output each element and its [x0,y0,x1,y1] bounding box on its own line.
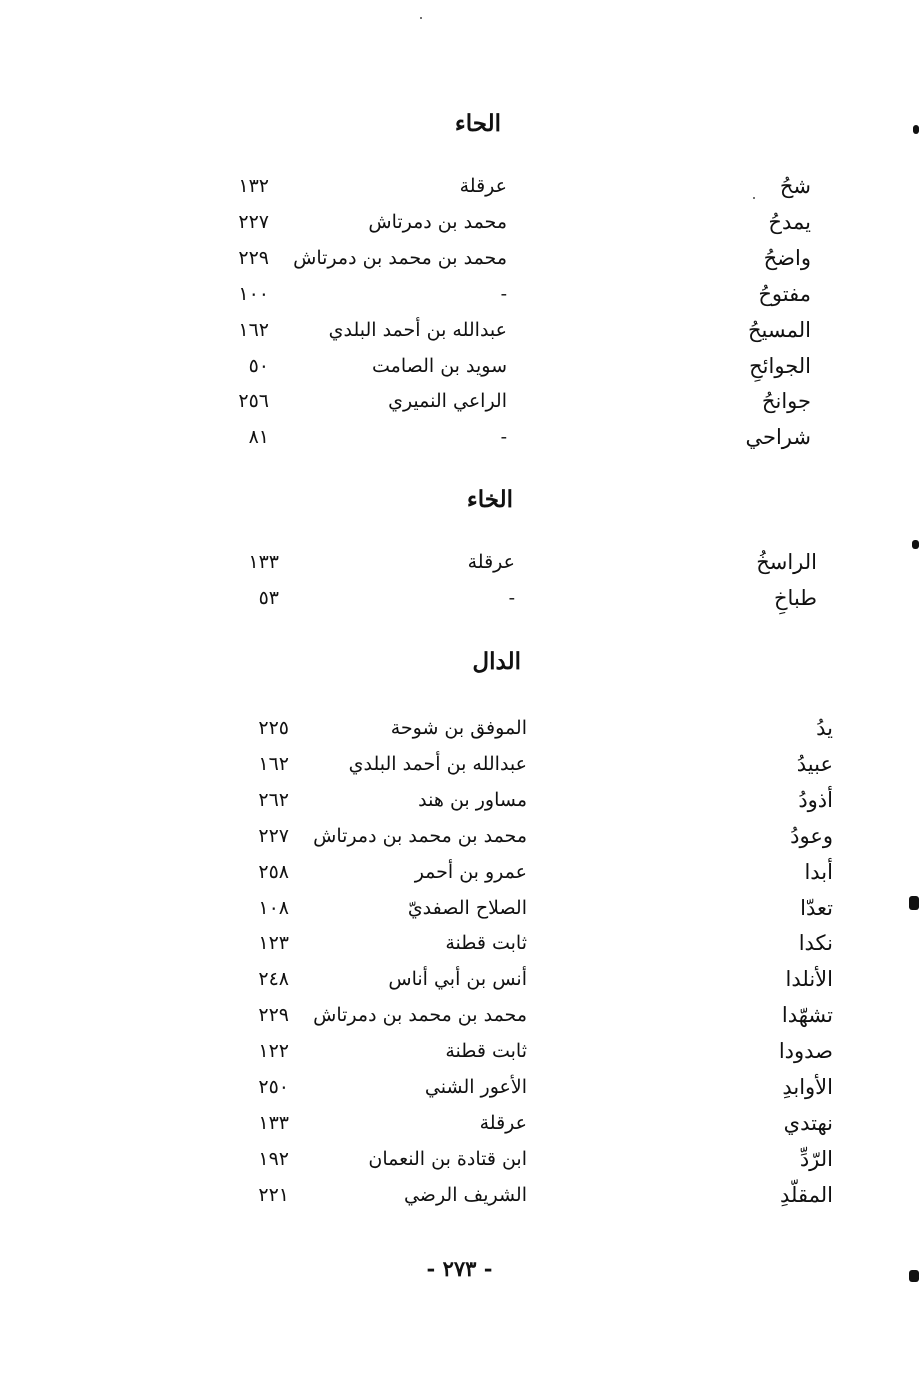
poet-name: عرقلة [479,1111,527,1134]
index-row [0,242,919,274]
poet-name: عرقلة [467,551,515,573]
index-row [0,748,919,780]
scan-mark [909,896,919,910]
page-reference: ٥٣ [258,587,279,609]
rhyme-word: الأوابدِ [782,1075,833,1099]
page-reference: ١٠٠ [238,282,269,305]
poet-name: الأعور الشني [424,1076,527,1098]
page-reference: ٢٥٨ [258,860,289,883]
index-row [0,421,919,453]
rhyme-word: مفتوحُ [758,281,811,306]
poet-name: ثابت قطنة [445,1040,527,1063]
index-row [0,963,919,995]
page-reference: ٢٢٧ [238,210,269,233]
index-row [0,170,919,202]
poet-name: عبدالله بن أحمد البلدي [348,752,527,775]
scan-mark [913,125,919,134]
rhyme-word: عبيدُ [796,751,833,776]
index-row [0,582,919,614]
index-row [0,350,919,382]
page-reference: ١٢٣ [258,932,289,955]
poet-name: الشريف الرضي [403,1183,527,1206]
rhyme-word: واضحُ [763,245,811,270]
poet-name: عرقلة [459,175,507,197]
poet-name: الموفق بن شوحة [390,717,527,739]
index-row [0,892,919,924]
index-row [0,314,919,346]
page-reference: ٥٠ [248,354,269,377]
page-reference: ٢٤٨ [258,968,289,991]
page-reference: ١٦٢ [258,752,289,775]
poet-name: ابن قتادة بن النعمان [368,1147,527,1170]
rhyme-word: جوانحُ [761,389,811,414]
page-reference: ١٦٢ [238,318,269,341]
poet-name: عبدالله بن أحمد البلدي [328,318,507,341]
page-reference: ٢٢١ [258,1183,289,1206]
rhyme-word: شحُ [779,174,811,198]
poet-name: سويد بن الصامت [372,354,507,377]
page-number: - ٢٧٣ - [426,1256,493,1281]
page-reference: ١٠٨ [258,896,289,919]
page-reference: ١٣٣ [258,1111,289,1134]
index-row [0,999,919,1031]
page-reference: ٢٢٥ [258,717,289,739]
rhyme-word: الأنلدا [785,967,833,992]
index-row [0,278,919,310]
rhyme-word: نهتدي [783,1110,833,1135]
index-row [0,712,919,744]
rhyme-word: شراحي [745,425,811,450]
rhyme-word: أذودُ [798,787,833,812]
page-reference: ٢٦٢ [258,788,289,811]
rhyme-word: الجوائحِ [749,353,811,378]
rhyme-word: يمدحُ [768,209,811,234]
poet-name: عمرو بن أحمر [414,860,527,883]
index-row [0,927,919,959]
poet-name: - [500,426,507,449]
index-row [0,1179,919,1211]
rhyme-word: المسيحُ [748,317,811,342]
page-reference: ٢٥٠ [258,1076,289,1098]
section-heading: الحاء [454,110,501,137]
section-heading: الدال [472,648,521,675]
rhyme-word: الراسخُ [756,550,817,574]
rhyme-word: المقلّدِ [780,1182,833,1207]
index-row [0,385,919,417]
page-reference: ٢٢٧ [258,824,289,847]
poet-name: الصلاح الصفديّ [407,896,527,919]
rhyme-word: يدُ [816,716,833,740]
page-reference: ١٩٢ [258,1147,289,1170]
index-row [0,784,919,816]
index-row [0,856,919,888]
poet-name: أنس بن أبي أناس [388,968,527,991]
rhyme-word: أبدا [804,859,833,884]
poet-name: الراعي النميري [388,390,507,413]
poet-name: محمد بن محمد بن دمرتاش [313,824,527,847]
index-row [0,1035,919,1067]
scan-speck [753,197,755,199]
scan-mark [909,1270,919,1282]
poet-name: - [500,282,507,305]
page-reference: ١٣٣ [248,551,279,573]
index-row [0,820,919,852]
index-row [0,546,919,578]
page-reference: ٢٥٦ [238,390,269,413]
index-row [0,1071,919,1103]
page-reference: ٢٢٩ [258,1004,289,1027]
section-heading: الخاء [466,486,513,513]
poet-name: ثابت قطنة [445,932,527,955]
rhyme-word: صدودا [778,1039,833,1064]
poet-name: محمد بن محمد بن دمرتاش [293,246,507,269]
rhyme-word: تعدّا [800,895,833,920]
scan-speck [420,17,422,19]
page-reference: ٢٢٩ [238,246,269,269]
page-reference: ١٣٢ [238,175,269,197]
scan-mark [912,540,919,549]
page-reference: ١٢٢ [258,1040,289,1063]
poet-name: محمد بن محمد بن دمرتاش [313,1004,527,1027]
poet-name: - [508,587,515,609]
index-row [0,1143,919,1175]
rhyme-word: تشهّدا [781,1003,833,1028]
page-reference: ٨١ [248,426,269,449]
poet-name: مساور بن هند [418,788,527,811]
index-row [0,206,919,238]
index-row [0,1107,919,1139]
rhyme-word: الرّدِّ [799,1146,833,1171]
rhyme-word: نكدا [798,931,833,956]
poet-name: محمد بن دمرتاش [368,210,507,233]
rhyme-word: طباخِ [773,586,817,610]
rhyme-word: وعودُ [790,823,833,848]
